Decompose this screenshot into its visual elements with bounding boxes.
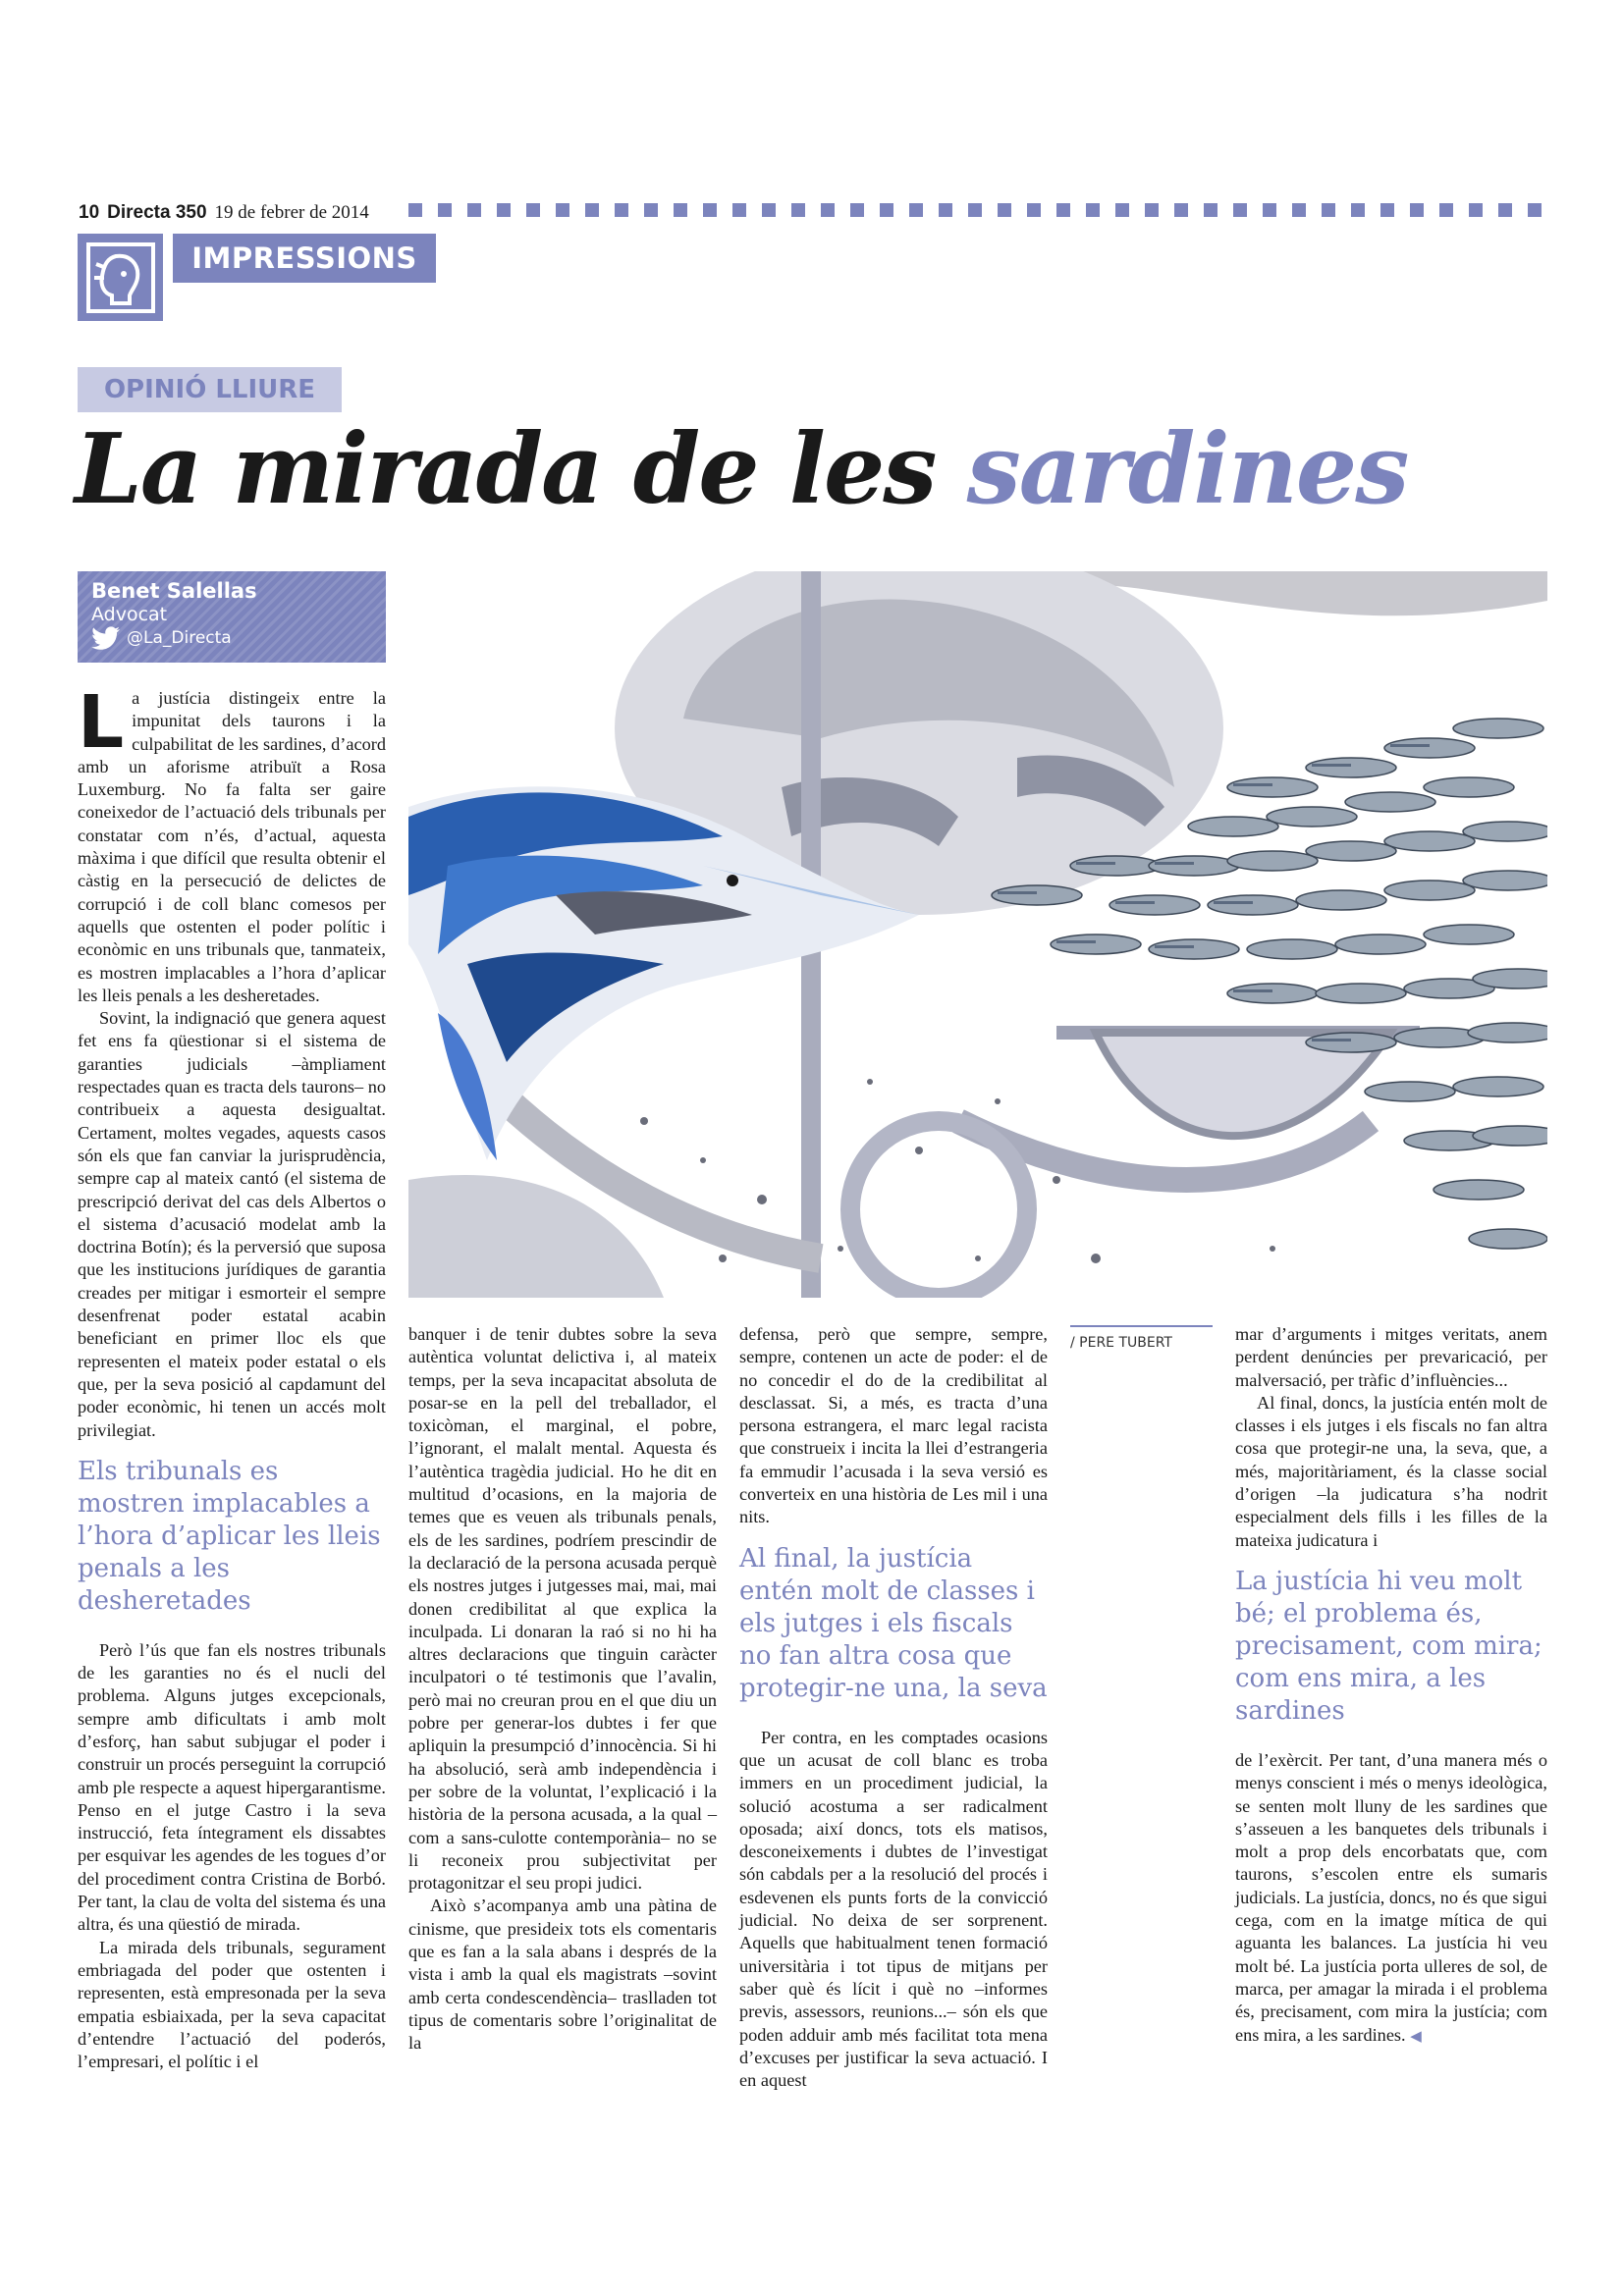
end-triangle-icon: ◀ xyxy=(1410,2028,1422,2045)
kicker-text: OPINIÓ LLIURE xyxy=(103,375,316,404)
paragraph: Això s’acompanya amb una pàtina de cinisme, que presideix tots els comentaris que es fan a la sala abans i després de la vista i amb la qual els magistrats –sovint amb certa condescendència– traslladen tot tipus de comentaris sobre l’originalitat de la xyxy=(408,1896,717,2054)
author-name: Benet Salellas xyxy=(91,579,257,603)
article-column-2 xyxy=(408,1323,717,2056)
paragraph: mar d’arguments i mitges veritats, anem perdent denúncies per prevaricació, per malversació, per tràfic d’influències... xyxy=(1235,1324,1547,1390)
twitter-handle-row xyxy=(91,626,372,650)
paragraph-text: a justícia distingeix entre la impunitat dels taurons i la culpabilitat de les sardines, d’acord amb un aforisme atribuït a Rosa Luxemburg. No fa falta ser gaire coneixedor de l’actuació dels tribunals per constatar com n’és, d’actual, aquesta màxima i que difícil que resulta obtenir el càstig en la persecució de delictes de corrupció i de coll blanc comesos per aquells que ostenten el poder polític i econòmic en uns tribunals que, tanmateix, es mostren implacables a l’hora d’aplicar les lleis penals a les desheretades. xyxy=(78,688,386,1005)
issue-date: 19 de febrer de 2014 xyxy=(214,202,369,223)
drop-cap: L xyxy=(78,680,125,765)
profile-face-icon xyxy=(78,234,163,321)
author-byline xyxy=(78,571,386,663)
pull-quote: Els tribunals es mostren implacables a l’hora d’aplicar les lleis penals a les desheretades xyxy=(78,1456,381,1616)
section-label xyxy=(173,234,436,283)
article-column-1 xyxy=(78,680,386,2073)
photo-credit: / PERE TUBERT xyxy=(1070,1325,1213,1351)
paragraph: Per contra, en les comptades ocasions que un acusat de coll blanc es troba immers en un procediment judicial, la solució acostuma a ser radicalment oposada; així doncs, tots els matisos, desconeixements i dubtes de l’investigat són cabdals per a la resolució del procés i esdevenen els punts forts de la convicció judicial. No deixa de ser sorprenent. Aquells que habitualment tenen formació universitària i tot tipus de mitjans per saber què és lícit i què no –informes previs, assessors, reunions...– són els que poden adduir amb més facilitat tota mena d’excuses per justificar la seva actuació. I en aquest xyxy=(739,1727,1048,2091)
page-number: 10 xyxy=(79,202,100,223)
header-dotted-rule xyxy=(408,203,1547,217)
paragraph: banquer i de tenir dubtes sobre la seva autèntica voluntat delictiva i, al mateix temps, per la seva incapacitat absoluta de posar-se en la pell del treballador, el toxicòman, el marginal, el pobre, l’ignorant, el malalt mental. Aquesta és l’autèntica tragèdia judicial. Ho he dit en multitud d’ocasions, en la majoria de temes que es veuen als tribunals penals, els de les sardines, podríem prescindir de la declaració de la persona acusada perquè els nostres jutges i jutgesses mai, mai, mai donen credibilitat al que explica la inculpada. Li donaran la raó si no hi ha altres declaracions que tinguin caràcter inculpatori o té testimonis que l’avalin, però mai no creuran prou en el que diu un pobre per generar-los dubtes i fer que apliquin la presumpció d’innocència. Si hi ha absolució, serà amb independència i per sobre de la voluntat, l’explicació i la història de la persona acusada, a la qual –com a sans-culotte contemporània– no se li reconeix prou subjectivitat per protagonitzar el seu propi judici. xyxy=(408,1324,717,1894)
paragraph-text: de l’exèrcit. Per tant, d’una manera més o menys conscient i més o menys ideològica, se senten molt lluny de les sardines que s’asseuen a les banquetes dels tribunals i molt a prop dels encorbatats que, com taurons, s’escolen entre els sumaris judicials. La justícia, doncs, no és que sigui cega, com en la imatge mítica de qui aguanta les balances. La justícia hi veu molt bé. La justícia porta ulleres de sol, de marca, per amagar la mirada i el problema és, precisament, com mira la justícia; com ens mira, a les sardines. xyxy=(1235,1749,1547,2045)
paragraph: Al final, doncs, la justícia entén molt de classes i els jutges i els fiscals no fan altra cosa que protegir-ne una, la seva, que, a més, majoritàriament, és la classe social d’origen –la judicatura s’ha nodrit especialment dels fills i les filles de la mateixa judicatura i xyxy=(1235,1392,1547,1550)
author-role: Advocat xyxy=(91,604,168,626)
headline-part2: sardines xyxy=(966,413,1408,526)
kicker-label xyxy=(78,367,342,412)
article-column-3 xyxy=(739,1323,1048,2092)
pull-quote: Al final, la justícia entén molt de classes i els jutges i els fiscals no fan altra cosa que protegir-ne una, la seva xyxy=(739,1543,1048,1703)
paragraph xyxy=(1235,1749,1547,2049)
publication-name: Directa 350 xyxy=(107,202,207,223)
section-title: IMPRESSIONS xyxy=(191,241,417,275)
paragraph: defensa, però que sempre, sempre, sempre, contenen un acte de poder: el de no concedir el do de la credibilitat al desclassat. Si, a més, es tracta d’una persona estrangera, el marc legal racista que construeix i incita la llei d’estrangeria fa emmudir l’acusada i la seva versió es converteix en una història de Les mil i una nits. xyxy=(739,1324,1048,1527)
article-column-4 xyxy=(1235,1323,1547,2049)
twitter-bird-icon xyxy=(91,626,121,650)
paragraph xyxy=(78,680,386,1007)
page-header xyxy=(79,202,369,228)
twitter-handle: @La_Directa xyxy=(127,627,232,648)
paragraph: La mirada dels tribunals, segurament embriagada del poder que ostenten i representen, està empresonada per la seva empatia esbiaixada, per la seva capacitat d’entendre l’actuació del poderós, l’empresari, el polític i el xyxy=(78,1937,386,2072)
illustration-shark-sardines xyxy=(408,571,1547,1298)
headline xyxy=(75,413,1408,526)
headline-part1: La mirada de les xyxy=(75,413,936,526)
paragraph: Sovint, la indignació que genera aquest fet ens fa qüestionar si el sistema de garanties judicials –àmpliament respectades quan es tracta dels taurons– no contribueix a aquesta desigualtat. Certament, moltes vegades, aquests casos són els que fan canviar la jurisprudència, sempre cap al mateix cantó (el sistema de prescripció derivat del cas dels Albertos o el sistema d’acusació modelat amb la doctrina Botín); és la perversió que suposa que les institucions jurídiques de garantia creades per mitigar i esmorteir el sempre desenfrenat poder estatal acabin beneficiant en primer lloc els que representen el mateix poder estatal o els que, per la seva posició al capdamunt del poder econòmic, hi tenen un accés molt privilegiat. xyxy=(78,1008,386,1440)
paragraph: Però l’ús que fan els nostres tribunals de les garanties no és el nucli del problema. Alguns jutges excepcionals, sempre amb dificultats i amb molt d’esforç, han sabut subjugar el poder i construir un procés perseguint la corrupció amb ple respecte a aquest hipergarantisme. Penso en el jutge Castro i la seva instrucció, feta íntegrament els dissabtes per esquivar les agendes de les togues d’or del procediment contra Cristina de Borbó. Per tant, la clau de volta del sistema és una altra, és una qüestió de mirada. xyxy=(78,1639,386,1935)
pull-quote: La justícia hi veu molt bé; el problema és, precisament, com mira; com ens mira, a les sardines xyxy=(1235,1566,1542,1726)
